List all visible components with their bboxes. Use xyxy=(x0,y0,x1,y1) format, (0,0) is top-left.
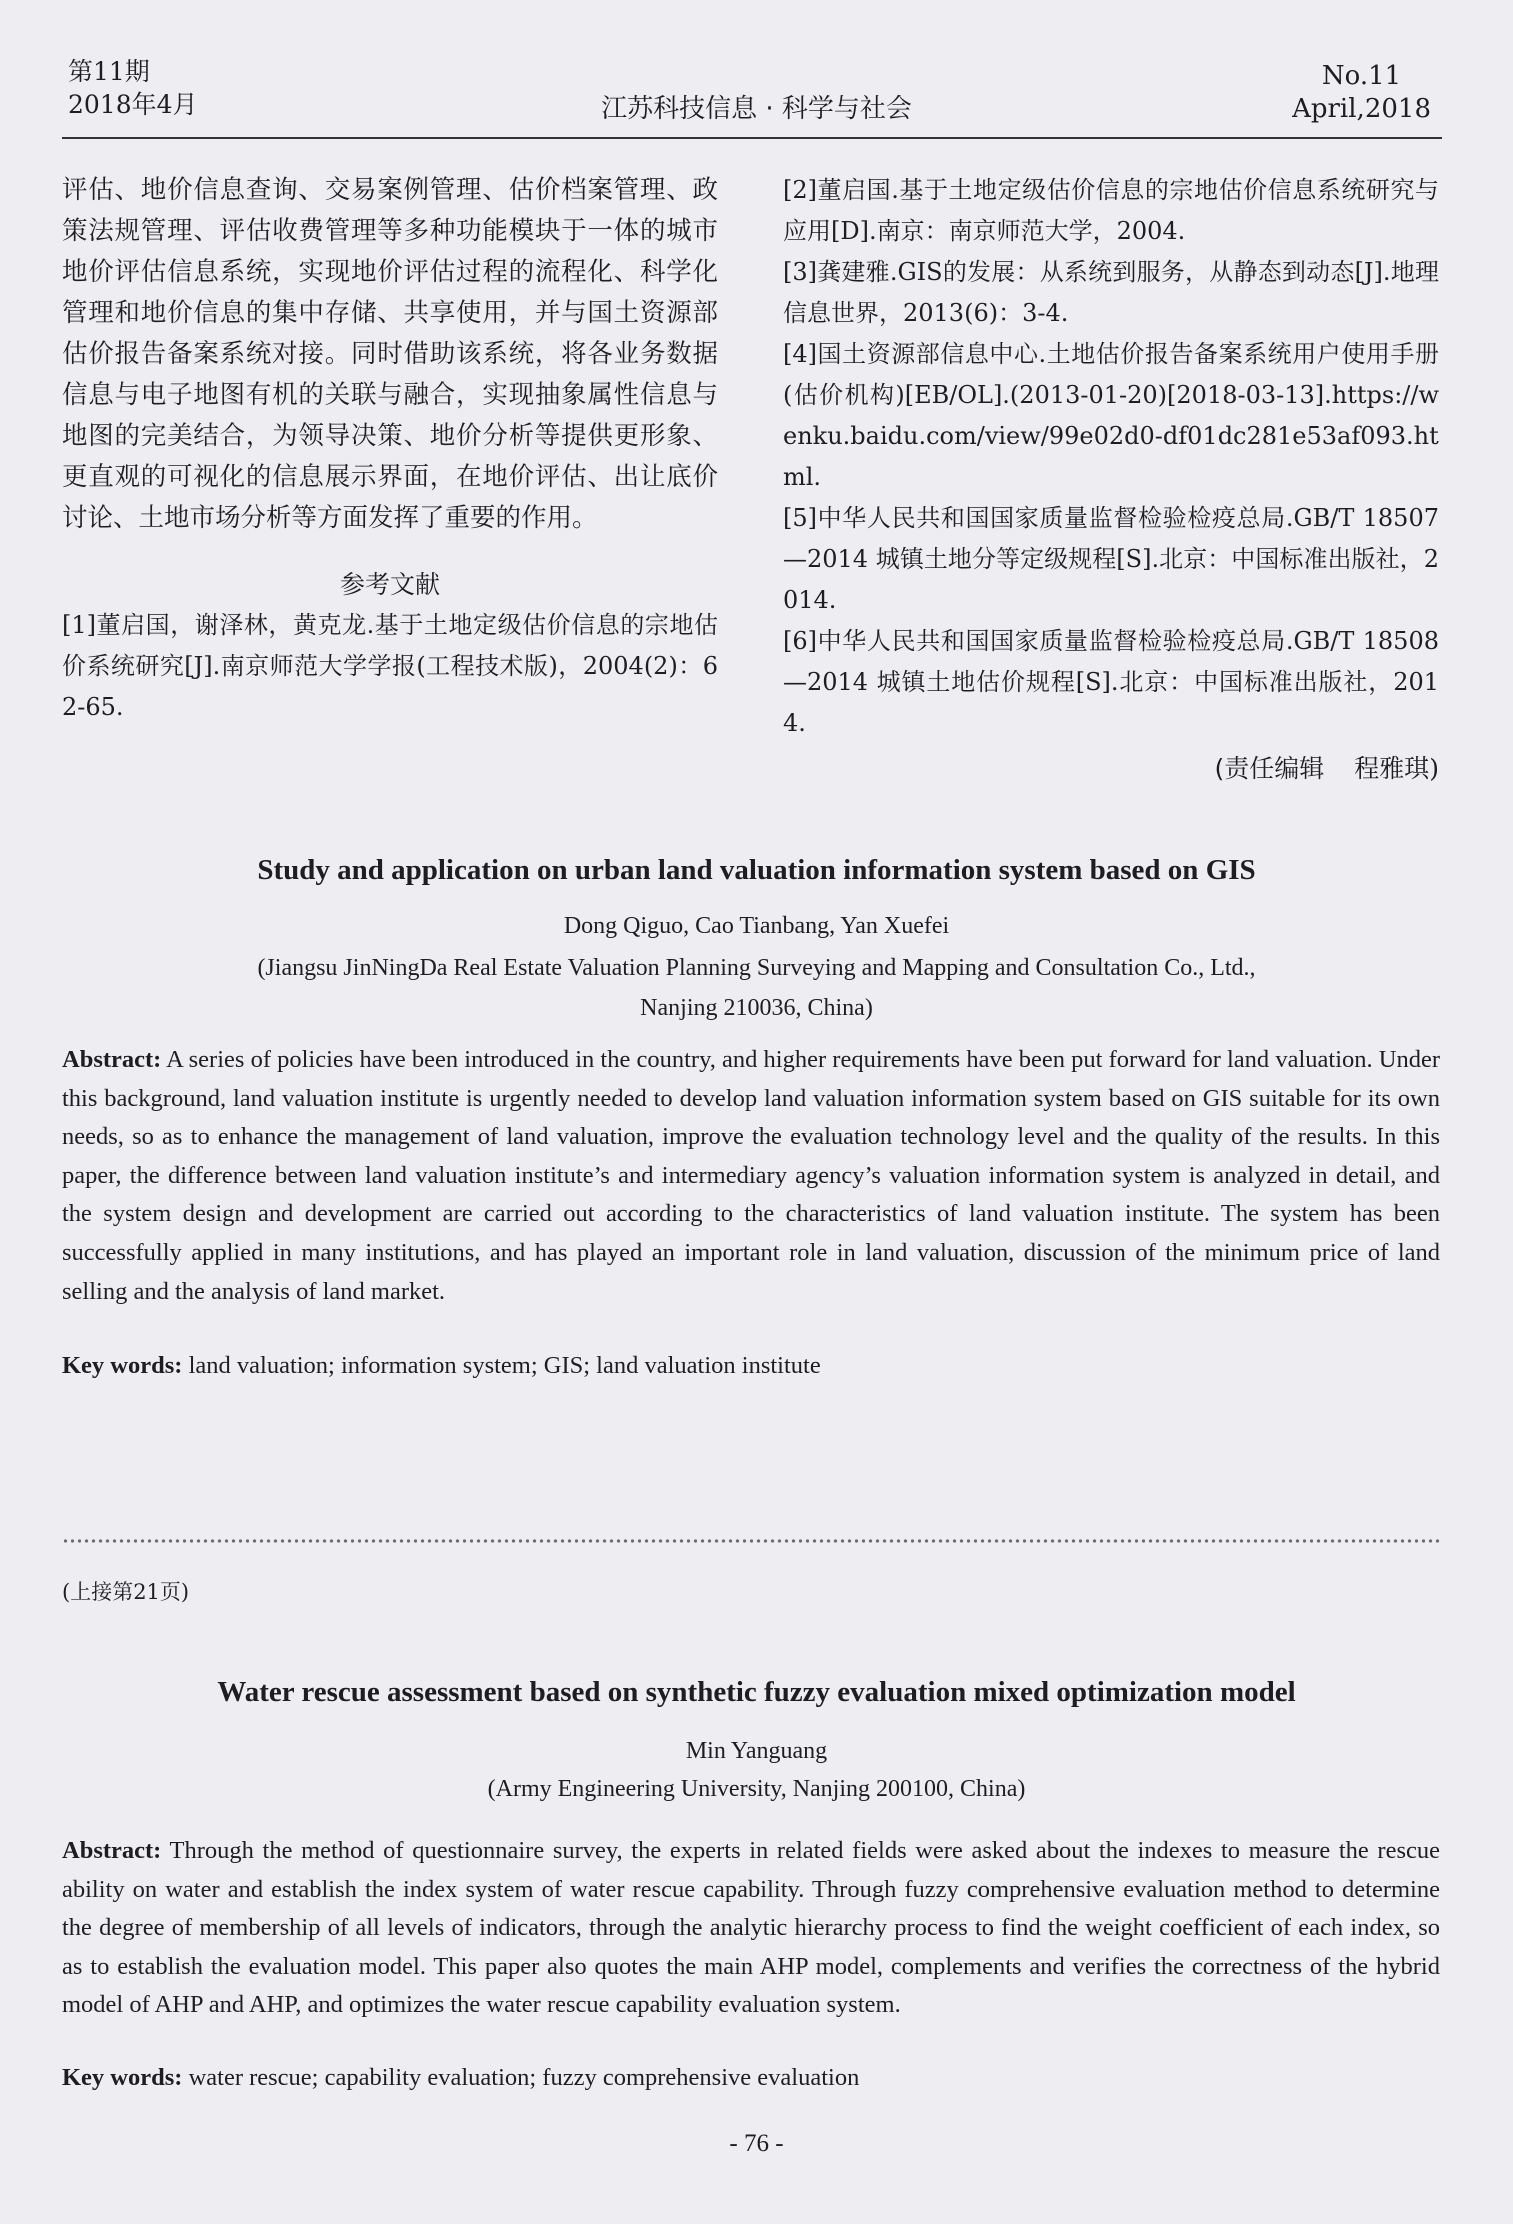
keywords-text: land valuation; information system; GIS; land valuation institute xyxy=(188,1352,821,1379)
header-date-en: April,2018 xyxy=(1292,94,1431,124)
editor-label: (责任编辑 xyxy=(1214,754,1325,783)
article1-affiliation-line1: (Jiangsu JinNingDa Real Estate Valuation Planning Surveying and Mapping and Consultation Co., Ltd., xyxy=(257,955,1256,981)
header-issue-en: No.11 xyxy=(1321,61,1402,91)
article1-abstract xyxy=(62,1041,1440,1311)
continued-from-note: (上接第21页) xyxy=(62,1580,190,1604)
article1-keywords xyxy=(62,1352,1440,1380)
right-column xyxy=(783,170,1439,790)
article2-affiliation: (Army Engineering University, Nanjing 200100, China) xyxy=(487,1776,1026,1802)
section-divider xyxy=(62,1538,1440,1544)
article2-title: Water rescue assessment based on synthetic fuzzy evaluation mixed optimization model xyxy=(217,1676,1296,1708)
article2-keywords xyxy=(62,2064,1440,2092)
reference-item: [6]中华人民共和国国家质量监督检验检疫总局.GB/T 18508—2014 城镇土地估价规程[S].北京：中国标准出版社，2014. xyxy=(783,627,1439,737)
keywords-label: Key words: xyxy=(62,1352,183,1379)
article1-affiliation-line2: Nanjing 210036, China) xyxy=(640,995,873,1021)
article1-title: Study and application on urban land valuation information system based on GIS xyxy=(257,854,1256,886)
abstract-text: A series of policies have been introduced in the country, and higher requirements have been put forward for land valuation. Under this background, land valuation institute is urgently needed to develop land valuation information system based on GIS suitable for its own needs, so as to enhance the management of land valuation, improve the evaluation technology level and the quality of the results. In this paper, the difference between land valuation institute’s and intermediary agency’s valuation information system is analyzed in detail, and the system design and development are carried out according to the characteristics of land valuation institute. The system has been successfully applied in many institutions, and has played an important role in land valuation, discussion of the minimum price of land selling and the analysis of land market. xyxy=(62,1046,1441,1305)
reference-item: [4]国土资源部信息中心.土地估价报告备案系统用户使用手册(估价机构)[EB/OL].(2013-01-20)[2018-03-13].https://wenku.baidu.com/view/99e02d0-df01dc281e53af093.html. xyxy=(783,340,1439,491)
article1-authors: Dong Qiguo, Cao Tianbang, Yan Xuefei xyxy=(563,913,950,939)
references-heading: 参考文献 xyxy=(339,570,440,599)
reference-item: [1]董启国，谢泽林，黄克龙.基于土地定级估价信息的宗地估价系统研究[J].南京师范大学学报(工程技术版)，2004(2)：62-65. xyxy=(62,611,718,721)
header-rule xyxy=(62,137,1442,139)
reference-item: [3]龚建雅.GIS的发展：从系统到服务，从静态到动态[J].地理信息世界，2013(6)：3-4. xyxy=(783,258,1439,327)
page-number: - 76 - xyxy=(729,2130,784,2157)
abstract-label: Abstract: xyxy=(62,1837,162,1864)
article2-abstract xyxy=(62,1832,1440,2025)
keywords-label: Key words: xyxy=(62,2064,183,2091)
body-paragraph: 评估、地价信息查询、交易案例管理、估价档案管理、政策法规管理、评估收费管理等多种功能模块于一体的城市地价评估信息系统，实现地价评估过程的流程化、科学化管理和地价信息的集中存储、共享使用，并与国土资源部估价报告备案系统对接。同时借助该系统，将各业务数据信息与电子地图有机的关联与融合，实现抽象属性信息与地图的完美结合，为领导决策、地价分析等提供更形象、更直观的可视化的信息展示界面，在地价评估、出让底价讨论、土地市场分析等方面发挥了重要的作用。 xyxy=(62,175,718,533)
keywords-text: water rescue; capability evaluation; fuzzy comprehensive evaluation xyxy=(188,2064,860,2091)
article2-authors: Min Yanguang xyxy=(685,1738,828,1764)
header-issue: 第11期 xyxy=(68,57,150,86)
responsible-editor xyxy=(783,748,1439,790)
reference-item: [2]董启国.基于土地定级估价信息的宗地估价信息系统研究与应用[D].南京：南京师范大学，2004. xyxy=(783,176,1439,245)
header-journal-title: 江苏科技信息 · 科学与社会 xyxy=(601,94,912,124)
header-date: 2018年4月 xyxy=(68,90,198,119)
header-issue-en-block xyxy=(1292,60,1431,126)
left-column xyxy=(62,170,718,728)
abstract-text: Through the method of questionnaire survey, the experts in related fields were asked about the indexes to measure the rescue ability on water and establish the index system of water rescue capability. Through fuzzy comprehensive evaluation method to determine the degree of membership of all levels of indicators, through the analytic hierarchy process to find the weight coefficient of each index, so as to establish the evaluation model. This paper also quotes the main AHP model, complements and verifies the correctness of the hybrid model of AHP and AHP, and optimizes the water rescue capability evaluation system. xyxy=(62,1837,1440,2019)
reference-item: [5]中华人民共和国国家质量监督检验检疫总局.GB/T 18507—2014 城镇土地分等定级规程[S].北京：中国标准出版社，2014. xyxy=(783,504,1439,614)
editor-name: 程雅琪) xyxy=(1354,754,1439,783)
abstract-label: Abstract: xyxy=(62,1046,162,1073)
